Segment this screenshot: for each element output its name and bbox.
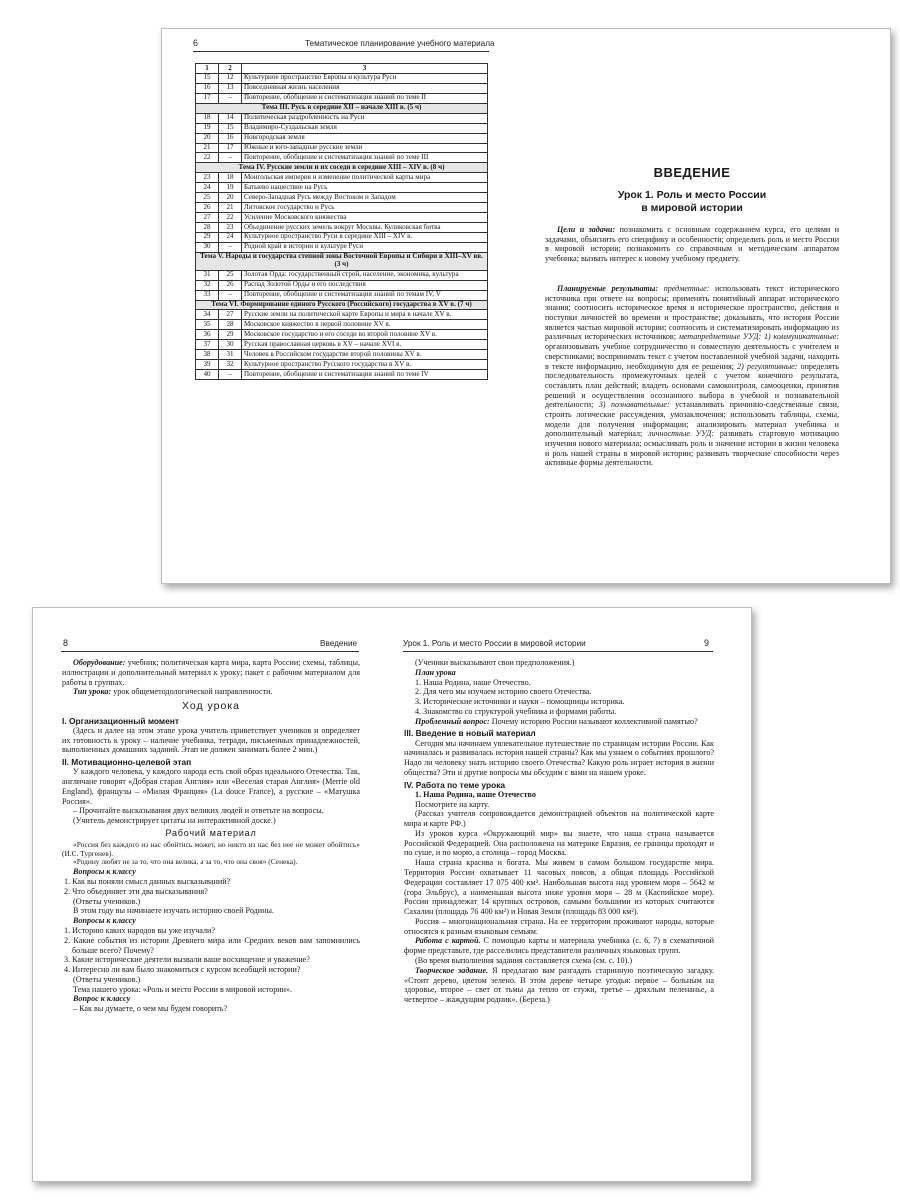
- task-dash-line: – Прочитайте высказывания двух великих людей и ответьте на вопросы.: [73, 806, 324, 816]
- table-row: [196, 203, 488, 213]
- lesson-number-cell: 27: [196, 213, 219, 223]
- table-row: [196, 193, 488, 203]
- teacher-note: (Рассказ учителя сопровождается демонстрацией объектов на политической карте мира и карте РФ.): [404, 809, 714, 829]
- plan-label: План урока: [415, 667, 456, 677]
- section-heading: IV. Работа по теме урока: [404, 779, 506, 790]
- question-item: 3. Какие исторические деятели вызвали ваше восхищение и уважение?: [64, 955, 310, 965]
- question-item: 2. Какие события из истории Древнего мира или Средних веков вам запомнились больше всего? Почему?: [64, 935, 360, 955]
- results-meta-3-label: 3) познавательные:: [598, 400, 670, 410]
- table-row: [196, 330, 488, 340]
- table-row: [196, 93, 488, 103]
- topic-lesson-number-cell: 15: [219, 123, 242, 133]
- topic-lesson-number-cell: 28: [219, 320, 242, 330]
- lesson-title-cell: Повторение, обобщение и систематизация знаний по темам IV, V: [242, 290, 488, 300]
- body-text: Россия – многонациональная страна. На ее территории проживают народы, которые относятся к разным языковым семьям.: [404, 916, 714, 936]
- table-row: [196, 280, 488, 290]
- table-topic-row: [196, 163, 488, 173]
- results-subject-text: использовать текст исторического источника при ответе на вопросы; применять понятийный аппарат исторического знания; соотносить историческое время и историческое пространство, действия и поступки личностей во времени и пространстве; доказывать, что история России является частью мировой истории; соотносить и систематизировать информацию из различных исторических источников;: [545, 284, 840, 342]
- question-item: 4. Интересно ли вам было знакомиться с курсом всеобщей истории?: [64, 965, 301, 975]
- page-9-column: [404, 658, 714, 1005]
- students-note: (Ученики высказывают свои предположения.): [415, 658, 575, 667]
- lesson-title-cell: Владимиро-Суздальская земля: [242, 123, 488, 133]
- topic-lesson-number-cell: –: [219, 370, 242, 380]
- questions-label: Вопросы к классу: [73, 916, 136, 926]
- section-text: (Здесь и далее на этом этапе урока учитель приветствует учеников и определяет их готовность к уроку – наличие учебника, тетради, письменных принадлежностей, выполненных домашних заданий. Этап не должен занимать более 2 мин.): [62, 725, 360, 755]
- lesson-title-cell: Монгольская империя и изменение политической карты мира: [242, 173, 488, 183]
- page-8-column: [62, 658, 360, 1014]
- lesson-title-cell: Культурное пространство Русского государства в XV в.: [242, 360, 488, 370]
- section-heading: I. Организационный момент: [62, 715, 179, 726]
- question-item: – Как вы думаете, о чем мы будем говорить?: [73, 1004, 228, 1014]
- table-row: [196, 113, 488, 123]
- lesson-number-cell: 30: [196, 242, 219, 252]
- topic-title-cell: Тема III. Русь в середине XII – начале XIII в. (5 ч): [196, 103, 488, 113]
- quote: «Россия без каждого из нас обойтись может, но никто из нас без нее не может обойтись» (И.С. Тургенев).: [62, 839, 360, 858]
- topic-lesson-number-cell: 14: [219, 113, 242, 123]
- map-work-text: С помощью карты и материала учебника (с. 6, 7) в схематичной форме представьте, где расселились представители различных языковых групп.: [404, 936, 715, 956]
- equipment-paragraph: [62, 658, 360, 687]
- lesson-title-cell: Усиление Московского княжества: [242, 213, 488, 223]
- thematic-plan-table: [195, 63, 488, 380]
- plan-item: 3. Исторические источники и науки – помощницы историка.: [415, 697, 625, 707]
- results-paragraph: [545, 284, 839, 468]
- topic-title-cell: Тема IV. Русские земли и их соседи в середине XIII – XIV в. (8 ч): [196, 163, 488, 173]
- topic-lesson-number-cell: 21: [219, 203, 242, 213]
- section-heading: II. Мотивационно-целевой этап: [62, 757, 192, 768]
- page-number-9: 9: [704, 638, 710, 648]
- table-header-cell: 3: [242, 64, 488, 74]
- topic-lesson-number-cell: –: [219, 290, 242, 300]
- book-spread-top: [161, 28, 891, 584]
- questions-label: Вопросы к классу: [73, 867, 136, 877]
- table-header-cell: 1: [196, 64, 219, 74]
- topic-lesson-number-cell: 25: [219, 270, 242, 280]
- lesson-title-cell: Русская православная церковь в XV – начале XVI в.: [242, 340, 488, 350]
- creative-task-paragraph: [404, 966, 714, 1005]
- results-meta-1-label: 1) коммуникативные:: [763, 332, 840, 342]
- topic-lesson-number-cell: 27: [219, 310, 242, 320]
- results-meta-2-label: 2) регулятивные:: [737, 361, 798, 371]
- goals-label: Цели и задачи:: [557, 225, 616, 234]
- table-row: [196, 242, 488, 252]
- lesson-number-cell: 16: [196, 83, 219, 93]
- lesson-title-cell: Повторение, обобщение и систематизация знаний по теме III: [242, 153, 488, 163]
- lesson-course-heading: Ход урока: [181, 700, 240, 713]
- lesson-number-cell: 26: [196, 203, 219, 213]
- topic-lesson-number-cell: 30: [219, 340, 242, 350]
- problem-question: [404, 717, 714, 727]
- table-row: [196, 310, 488, 320]
- header-rule: [193, 51, 489, 52]
- topic-lesson-number-cell: 22: [219, 213, 242, 223]
- results-meta-1-text: организовывать учебное сотрудничество и совместную деятельность с учителем и сверстниками; воспринимать текст с учетом поставленной учебной задачи, находить в тексте информацию, необходимую для ее решения;: [545, 342, 839, 371]
- results-meta-label: метапредметные УУД:: [678, 332, 762, 342]
- results-personal-text: развивать стартовую мотивацию изучения нового материала; осмысливать роль и значение истории в жизни человека и роль нашей страны в мировой истории; развивать творческие способности через активные формы деятельности.: [545, 429, 839, 468]
- lesson-type-label: Тип урока:: [73, 687, 112, 697]
- table-row: [196, 270, 488, 280]
- body-text: Посмотрите на карту.: [415, 799, 490, 809]
- lesson-number-cell: 28: [196, 223, 219, 233]
- lesson-number-cell: 23: [196, 173, 219, 183]
- lesson-number-cell: 22: [196, 153, 219, 163]
- lesson-number-cell: 31: [196, 270, 219, 280]
- creative-task-label: Творческое задание.: [415, 965, 489, 975]
- table-row: [196, 123, 488, 133]
- equipment-label: Оборудование:: [73, 658, 126, 667]
- topic-lesson-number-cell: 23: [219, 223, 242, 233]
- running-head-page-6: Тематическое планирование учебного материала: [305, 39, 495, 48]
- lesson-title-cell: Объединение русских земель вокруг Москвы. Куликовская битва: [242, 223, 488, 233]
- table-row: [196, 232, 488, 242]
- lesson-number-cell: 25: [196, 193, 219, 203]
- lesson-title-cell: Повседневная жизнь населения: [242, 83, 488, 93]
- header-rule: [403, 651, 713, 652]
- plan-item: 1. Наша Родина, наше Отечество.: [415, 677, 531, 687]
- plan-item: 4. Знакомство со структурой учебника и формами работы.: [415, 706, 617, 716]
- lesson-title-cell: Родной край в истории и культуре Руси: [242, 242, 488, 252]
- lesson-type-text: урок общеметодологической направленности.: [113, 687, 273, 697]
- lesson-number-cell: 29: [196, 232, 219, 242]
- lesson-title-cell: Культурное пространство Европы и культура Руси: [242, 73, 488, 83]
- table-row: [196, 73, 488, 83]
- equipment-text: учебник; политическая карта мира, карта России; схемы, таблицы, иллюстрации и дополнительный материал к уроку; пакет с рабочим материалом для работы в группах.: [62, 658, 361, 687]
- lesson-title-cell: Московское княжество в первой половине XV в.: [242, 320, 488, 330]
- table-topic-row: [196, 103, 488, 113]
- quote: «Родину любят не за то, что она велика, а за то, что она своя» (Сенека).: [73, 857, 298, 867]
- topic-lesson-number-cell: –: [219, 93, 242, 103]
- lesson-title-cell: Повторение, обобщение и систематизация знаний по теме IV: [242, 370, 488, 380]
- lesson-number-cell: 37: [196, 340, 219, 350]
- lesson-title-cell: Политическая раздробленность на Руси: [242, 113, 488, 123]
- body-text: В этом году вы начинаете изучать историю своей Родины.: [73, 906, 274, 916]
- topic-lesson-number-cell: 19: [219, 183, 242, 193]
- problem-label: Проблемный вопрос:: [415, 716, 490, 726]
- answers-note: (Ответы учеников.): [73, 974, 141, 984]
- topic-lesson-number-cell: 12: [219, 73, 242, 83]
- lesson-number-cell: 17: [196, 93, 219, 103]
- topic-lesson-number-cell: 24: [219, 232, 242, 242]
- running-head-page-9: Урок 1. Роль и место России в мировой истории: [403, 639, 586, 648]
- problem-text: Почему историю России называют коллективной памятью?: [491, 716, 698, 726]
- topic-lesson-number-cell: 32: [219, 360, 242, 370]
- question-item: 1. Историю каких народов вы уже изучали?: [64, 926, 215, 936]
- topic-lesson-number-cell: 17: [219, 143, 242, 153]
- lesson-number-cell: 40: [196, 370, 219, 380]
- topic-lesson-number-cell: 20: [219, 193, 242, 203]
- lesson-title-cell: Московское государство и его соседи во второй половине XV в.: [242, 330, 488, 340]
- lesson-number-cell: 36: [196, 330, 219, 340]
- lesson-number-cell: 33: [196, 290, 219, 300]
- results-meta-2-text: определять последовательность промежуточных целей с учетом конечного результата, составлять план действий; владеть основами самоконтроля, самооценки, принятия решений и осуществления осознанного выбора в учебной и познавательной деятельности;: [545, 361, 839, 410]
- scheme-note: (Во время выполнения задания составляется схема (см. с. 10).): [415, 956, 633, 966]
- lesson-number-cell: 38: [196, 350, 219, 360]
- map-work-paragraph: [404, 936, 714, 956]
- table-row: [196, 370, 488, 380]
- book-spread-bottom: [32, 607, 752, 1182]
- section-text: Сегодня мы начинаем увлекательное путешествие по страницам истории России. Как начиналась и развивалась история нашей страны? Как мы узнаем о событиях прошлого? Надо ли человеку знать историю своего Отечества? Какую роль играет история в жизни общества? Эти и другие вопросы мы обсудим с вами на нашем уроке.: [404, 738, 714, 777]
- lesson-title-cell: Литовское государство и Русь: [242, 203, 488, 213]
- lesson-number-cell: 19: [196, 123, 219, 133]
- answers-note: (Ответы учеников.): [73, 896, 141, 906]
- table-topic-row: [196, 300, 488, 310]
- topic-lesson-number-cell: 31: [219, 350, 242, 360]
- lesson-title-cell: Батыево нашествие на Русь: [242, 183, 488, 193]
- table-row: [196, 133, 488, 143]
- creative-task-text: Я предлагаю вам разгадать старинную поэтическую загадку. «Стоит дерево, цветом зелено. В этом дереве четыре угодья: первое – больным на здоровье, второе – свет от тьмы да тепло от стужи, третье – дряхлым пеленанье, а четвертое – жаждущим родник». (Береза.): [404, 965, 714, 1005]
- plan-item: 2. Для чего мы изучаем историю своего Отечества.: [415, 687, 592, 697]
- topic-title-cell: Тема V. Народы и государства степной зоны Восточной Европы и Сибири в XIII–XV вв. (3 ч): [196, 252, 488, 270]
- topic-lesson-number-cell: –: [219, 153, 242, 163]
- question-item: 2. Что объединяет эти два высказывания?: [64, 886, 208, 896]
- chapter-title: ВВЕДЕНИЕ: [653, 165, 731, 180]
- body-text: Из уроков курса «Окружающий мир» вы знаете, что наша страна называется Российской Федерацией. Она расположена на материке Евразия, ее границы проходят и по суше, и по морю, а столица – город Москва.: [404, 828, 714, 858]
- lesson-number-cell: 21: [196, 143, 219, 153]
- section-text: У каждого человека, у каждого народа есть свой образ идеального Отечества. Так, англичане говорят «Добрая старая Англия» или «Веселая старая Англия» (Merrie old England), французы – «Милая Франция» (La douce France), а русские – «Матушка Россия».: [62, 767, 360, 806]
- topic-lesson-number-cell: 16: [219, 133, 242, 143]
- table-header-cell: 2: [219, 64, 242, 74]
- lesson-title-cell: Русские земли на политической карте Европы и мира в начале XV в.: [242, 310, 488, 320]
- lesson-title: [545, 189, 839, 215]
- teacher-note: (Учитель демонстрирует цитаты на интерактивной доске.): [73, 816, 276, 826]
- lesson-title-cell: Северо-Западная Русь между Востоком и Западом: [242, 193, 488, 203]
- topic-lesson-number-cell: 29: [219, 330, 242, 340]
- results-meta-3-text: устанавливать причинно-следственные связи, строить логические рассуждения, умозаключения; использовать таблицы, схемы, модели для получения информации; анализировать материал учебника и дополнительный материал;: [545, 400, 840, 439]
- table-row: [196, 290, 488, 300]
- table-row: [196, 83, 488, 93]
- lesson-title-cell: Южные и юго-западные русские земли: [242, 143, 488, 153]
- lesson-number-cell: 32: [196, 280, 219, 290]
- lesson-title-cell: Человек в Российском государстве второй половины XV в.: [242, 350, 488, 360]
- lesson-number-cell: 24: [196, 183, 219, 193]
- topic-lesson-number-cell: 18: [219, 173, 242, 183]
- results-personal-label: личностные УУД:: [648, 429, 715, 439]
- lesson-number-cell: 39: [196, 360, 219, 370]
- questions-label: Вопрос к классу: [73, 994, 131, 1004]
- table-header-row: [196, 64, 488, 74]
- map-work-label: Работа с картой.: [415, 936, 481, 946]
- question-item: 1. Как вы поняли смысл данных высказываний?: [64, 877, 231, 887]
- lesson-title-line: Урок 1. Роль и место России: [617, 189, 767, 201]
- running-head-page-8: Введение: [320, 639, 358, 648]
- work-material-heading: Рабочий материал: [165, 827, 257, 838]
- table-row: [196, 143, 488, 153]
- topic-lesson-number-cell: 13: [219, 83, 242, 93]
- lesson-number-cell: 35: [196, 320, 219, 330]
- table-row: [196, 213, 488, 223]
- subsection-heading: 1. Наша Родина, наше Отечество: [415, 789, 536, 799]
- lesson-type-paragraph: [62, 687, 360, 697]
- goals-text: познакомить с основным содержанием курса, его целями и задачами, объяснить его специфику и особенности; определить роль и место России в мировой истории; познакомить со справочным и методическим аппаратом учебника; вызвать интерес к новому учебному предмету.: [545, 225, 839, 264]
- table-row: [196, 153, 488, 163]
- table-row: [196, 360, 488, 370]
- lesson-title-cell: Новгородская земля: [242, 133, 488, 143]
- lesson-title-cell: Золотая Орда: государственный строй, население, экономика, культура: [242, 270, 488, 280]
- lesson-number-cell: 18: [196, 113, 219, 123]
- lesson-title-cell: Распад Золотой Орды и его последствия: [242, 280, 488, 290]
- table-row: [196, 223, 488, 233]
- lesson-number-cell: 15: [196, 73, 219, 83]
- body-text: Наша страна красива и богата. Мы живем в самом большом государстве мира. Территория России охватывает 11 часовых поясов, а общая площадь Российской Федерации составляет 17 075 400 км². Наибольшая высота над уровнем моря – 5642 м (гора Эльбрус), а наименьшая высота ниже уровня моря – 28 м (Каспийское море). России принадлежат 14 крупных островов, самыми большими из которых считаются Сахалин (площадь 76 400 км²) и Новая Земля (площадь 83 000 км²).: [404, 858, 714, 917]
- results-label: Планируемые результаты:: [557, 284, 659, 293]
- lesson-title-cell: Культурное пространство Руси в середине XIII – XIV в.: [242, 232, 488, 242]
- lesson-number-cell: 20: [196, 133, 219, 143]
- table-row: [196, 350, 488, 360]
- table-topic-row: [196, 252, 488, 270]
- lesson-number-cell: 34: [196, 310, 219, 320]
- table-row: [196, 183, 488, 193]
- lesson-title-line: в мировой истории: [641, 202, 743, 215]
- results-subject-label: предметные:: [663, 284, 710, 293]
- topic-title-cell: Тема VI. Формирование единого Русского (Российского) государства в XV в. (7 ч): [196, 300, 488, 310]
- topic-lesson-number-cell: 26: [219, 280, 242, 290]
- lesson-title-cell: Повторение, обобщение и систематизация знаний по теме II: [242, 93, 488, 103]
- table-row: [196, 340, 488, 350]
- lesson-theme-line: Тема нашего урока: «Роль и место России в мировой истории».: [73, 984, 293, 994]
- header-rule: [61, 651, 359, 652]
- section-heading: III. Введение в новый материал: [404, 728, 536, 739]
- page-number-6: 6: [193, 38, 199, 48]
- table-row: [196, 320, 488, 330]
- table-row: [196, 173, 488, 183]
- page-number-8: 8: [63, 638, 69, 648]
- goals-paragraph: [545, 225, 839, 264]
- topic-lesson-number-cell: –: [219, 242, 242, 252]
